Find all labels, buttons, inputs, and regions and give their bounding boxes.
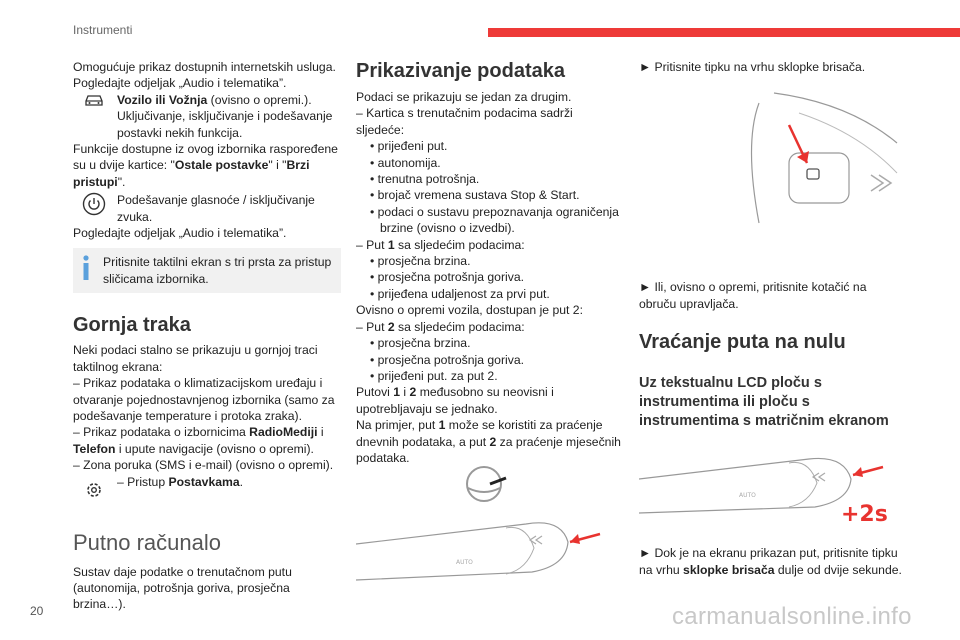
svg-text:AUTO: AUTO — [739, 492, 756, 500]
step-press-wiper: ► Pritisnite tipku na vrhu sklopke brisača. — [639, 60, 866, 74]
watermark: carmanualsonline.info — [672, 603, 912, 630]
intro-line-2: Pogledajte odjeljak „Audio i telematika”. — [73, 76, 287, 91]
functions-text: Funkcije dostupne iz ovog izbornika raspoređene su u dvije kartice: "Ostale postavke" i "Brzi pristupi". — [73, 142, 338, 189]
hold-2s-badge: +2s — [841, 502, 888, 528]
top-bar-menus: – Prikaz podataka o izbornicima RadioMediji i Telefon i upute navigacije (ovisno o opremi). — [73, 425, 324, 456]
info-box: Pritisnite taktilni ekran s tri prsta za pristup sličicama izbornika. — [73, 248, 341, 293]
heading-reset-trip: Vraćanje puta na nulu — [639, 331, 846, 354]
header-accent-bar — [488, 28, 960, 37]
list-trip2: • prosječna brzina. • prosječna potrošnja goriva. • prijeđeni put. za put 2. — [370, 336, 524, 383]
wiper-stalk-reset-illustration — [639, 441, 899, 531]
trip-desc: Sustav daje podatke o trenutačnom putu (autonomija, potrošnja goriva, prosječna brzina…). — [73, 564, 292, 612]
list-trip1: • prosječna brzina. • prosječna potrošnja goriva. • prijeđena udaljenost za prvi put. — [370, 254, 550, 301]
info-icon — [81, 254, 103, 286]
vehicle-label: Vozilo ili Vožnja — [117, 92, 208, 107]
step-press-thumbwheel: ► Ili, ovisno o opremi, pritisnite kotačić na obruču upravljača. — [639, 280, 867, 311]
running-header: Instrumenti — [73, 23, 133, 37]
heading-trip-computer: Putno računalo — [73, 529, 221, 555]
page-number: 20 — [30, 604, 44, 618]
gear-icon — [81, 480, 107, 506]
wiper-stalk-illustration — [356, 462, 616, 592]
volume-row — [73, 192, 341, 225]
column-middle: Prikazivanje podataka Podaci se prikazuju se jedan za drugim. – Kartica s trenutačnim podacima sadrži sljedeće: • prijeđeni put. • autonomija. • trenutna potrošnja. • brojač vremena sustava Stop & Start. • podaci o sustavu prepoznavanja ograničenja brzine (ovisno o izvedbi). – Put 1 sa sljedećim podacima: • prosječna brzina. • prosječna potrošnja goriva. • prijeđena udaljenost za prvi put. Ovisno o opremi vozila, dostupan je put 2: – Put 2 sa sljedećim podacima: • prosječna brzina. • prosječna potrošnja goriva. • prijeđeni put. za put 2. Putovi 1 i 2 međusobno su neovisni i upotrebljavaju se jednako. Na primjer, put 1 može se koristiti za praćenje dnevnih podataka, a put 2 za praćenje mjesečnih podataka. — [356, 59, 624, 466]
power-icon — [81, 192, 107, 218]
heading-top-bar: Gornja traka — [73, 314, 191, 337]
settings-row: – Pristup Postavkama. — [73, 474, 341, 506]
vehicle-row: Vozilo ili Vožnja (ovisno o opremi.). Uključivanje, isključivanje i podešavanje postavki nekih funkcija. — [73, 92, 341, 141]
steering-wheel-icon — [467, 467, 501, 501]
list-current: • prijeđeni put. • autonomija. • trenutna potrošnja. • brojač vremena sustava Stop & Start. • podaci o sustavu prepoznavanja ograničenja brzine (ovisno o izvedbi). — [370, 139, 619, 236]
volume-ref: Pogledajte odjeljak „Audio i telematika”. — [73, 226, 287, 241]
svg-text:AUTO: AUTO — [456, 559, 473, 566]
steering-wheel-illustration — [639, 83, 899, 263]
volume-desc: Podešavanje glasnoće / isključivanje zvuka. — [117, 193, 315, 224]
intro-line-1: Omogućuje prikaz dostupnih internetskih usluga. — [73, 60, 336, 74]
vehicle-desc: Uključivanje, isključivanje i podešavanje postavki nekih funkcija. — [117, 109, 333, 140]
heading-lcd-panel: Uz tekstualnu LCD ploču s instrumentima ili ploču s instrumentima s matričnim ekranom — [639, 375, 889, 430]
heading-display-data: Prikazivanje podataka — [356, 60, 565, 82]
column-left: Omogućuje prikaz dostupnih internetskih usluga. Pogledajte odjeljak „Audio i telematika”. Vozilo ili Vožnja (ovisno o opremi.). Uključivanje, isključivanje i podešavanje postavki nekih funkcija. Funkcije dostupne iz ovog izbornika raspoređene su u dvije kartice: "Ostale postavke" i "Brzi pristupi". Podešavanje glasnoće / isključivanje zvuka. Pogledajte odjeljak „Audio i telematika”. Pritisnite taktilni ekran s tri prsta za pristup sličicama izbornika. Gornja traka Neki podaci stalno se prikazuju u gornjoj traci taktilnog ekrana: – Prikaz podataka o klimatizacijskom uređaju i otvaranje pojednostavnjenog izbornika (samo za podešavanje temperature i protoka zraka). – Prikaz podataka o izbornicima RadioMediji i Telefon i upute navigacije (ovisno o opremi). – Zona poruka (SMS i e-mail) (ovisno o opremi). – Pristup Postavkama. Putno računalo Sustav daje podatke o trenutačnom putu (autonomija, potrošnja goriva, prosječna brzina…). — [73, 59, 341, 613]
column-right — [639, 59, 907, 578]
car-icon — [81, 92, 107, 118]
step-reset: ► Dok je na ekranu prikazan put, pritisnite tipku na vrhu sklopke brisača dulje od dvije sekunde. — [639, 546, 902, 577]
